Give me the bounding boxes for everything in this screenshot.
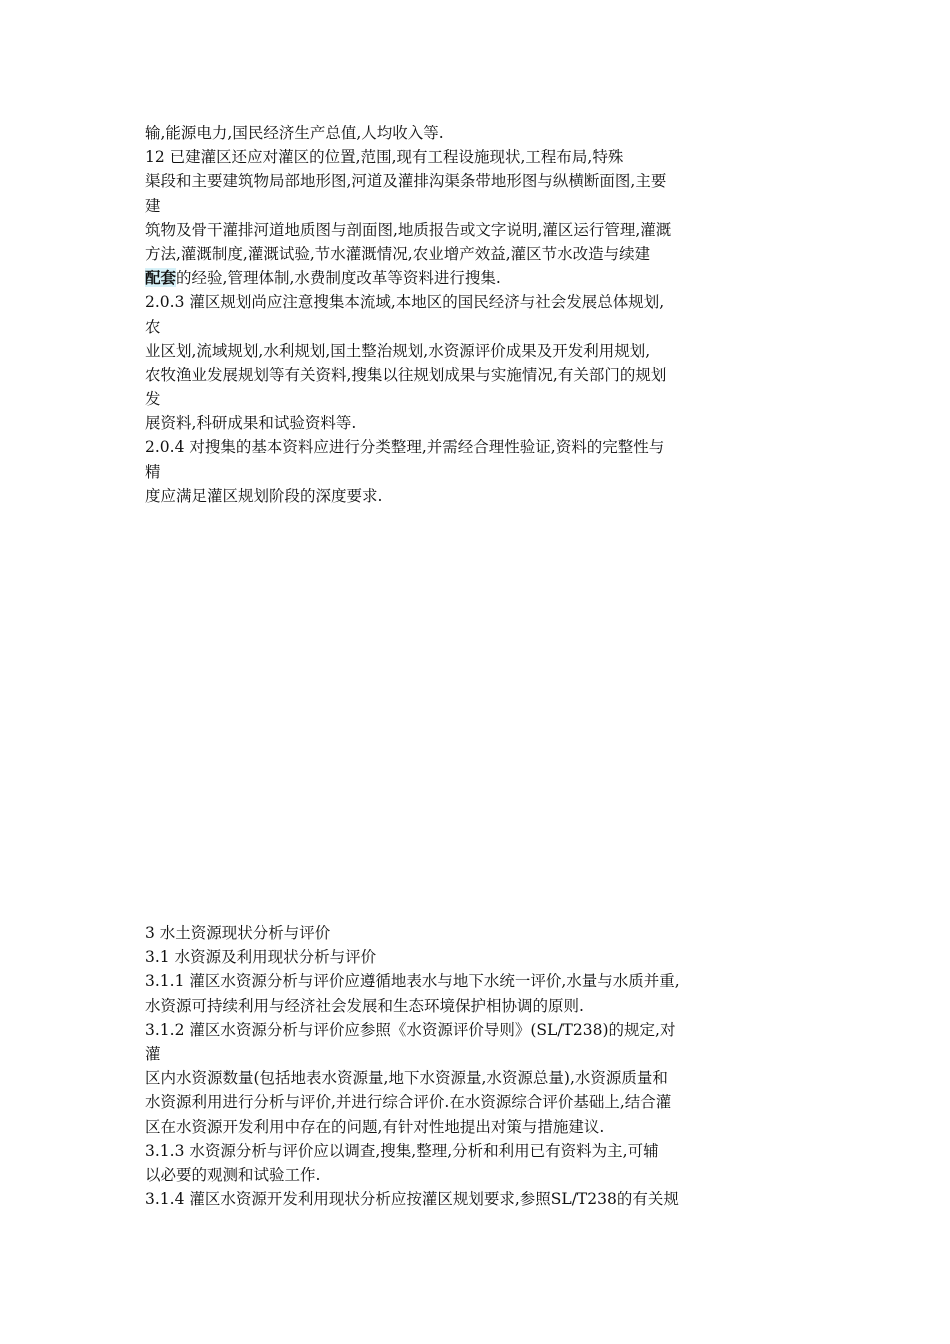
text-line: 12 已建灌区还应对灌区的位置,范围,现有工程设施现状,工程布局,特殊 (145, 148, 624, 167)
clause-3-1-3: 3.1.3 水资源分析与评价应以调查,搜集,整理,分析和利用已有资料为主,可辅 (145, 1141, 659, 1160)
text-line: 以必要的观测和试验工作. (145, 1165, 321, 1184)
text-line: 方法,灌溉制度,灌溉试验,节水灌溉情况,农业增产效益,灌区节水改造与续建 (145, 244, 651, 263)
text-line: 水资源利用进行分析与评价,并进行综合评价.在水资源综合评价基础上,结合灌 (145, 1093, 672, 1112)
clause-3-1-2: 3.1.2 灌区水资源分析与评价应参照《水资源评价导则》(SL/T238)的规定,对 (145, 1020, 676, 1039)
text-line: 灌 (145, 1044, 161, 1063)
clause-2-0-4: 2.0.4 对搜集的基本资料应进行分类整理,并需经合理性验证,资料的完整性与 (145, 438, 665, 457)
clause-3-1-1: 3.1.1 灌区水资源分析与评价应遵循地表水与地下水统一评价,水量与水质并重, (145, 972, 680, 991)
text-line-with-highlight (145, 266, 825, 290)
text-line-rest: 的经验,管理体制,水费制度改革等资料进行搜集. (176, 269, 501, 288)
text-line: 度应满足灌区规划阶段的深度要求. (145, 486, 383, 505)
section-heading: 3.1 水资源及利用现状分析与评价 (145, 948, 377, 967)
text-line: 发 (145, 390, 161, 409)
highlighted-term[interactable]: 配套 (145, 268, 177, 288)
text-line: 区在水资源开发利用中存在的问题,有针对性地提出对策与措施建议. (145, 1117, 605, 1136)
text-block-water-soil-resources (145, 921, 825, 1211)
text-line: 农 (145, 317, 161, 336)
text-line: 业区划,流域规划,水利规划,国土整治规划,水资源评价成果及开发利用规划, (145, 341, 651, 360)
text-line: 水资源可持续利用与经济社会发展和生态环境保护相协调的原则. (145, 996, 584, 1015)
text-line: 建 (145, 196, 161, 215)
text-line: 农牧渔业发展规划等有关资料,搜集以往规划成果与实施情况,有关部门的规划 (145, 365, 667, 384)
text-line: 精 (145, 462, 161, 481)
text-line: 区内水资源数量(包括地表水资源量,地下水资源量,水资源总量),水资源质量和 (145, 1069, 668, 1088)
text-line: 渠段和主要建筑物局部地形图,河道及灌排沟渠条带地形图与纵横断面图,主要 (145, 172, 667, 191)
text-line: 筑物及骨干灌排河道地质图与剖面图,地质报告或文字说明,灌区运行管理,灌溉 (145, 220, 672, 239)
chapter-heading: 3 水土资源现状分析与评价 (145, 924, 331, 942)
text-line: 展资料,科研成果和试验资料等. (145, 414, 357, 433)
text-block-irrigation-data-collection (145, 121, 825, 508)
clause-2-0-3: 2.0.3 灌区规划尚应注意搜集本流域,本地区的国民经济与社会发展总体规划, (145, 293, 665, 312)
clause-3-1-4: 3.1.4 灌区水资源开发利用现状分析应按灌区规划要求,参照SL/T238的有关规 (145, 1190, 679, 1209)
text-line: 输,能源电力,国民经济生产总值,人均收入等. (145, 124, 444, 142)
